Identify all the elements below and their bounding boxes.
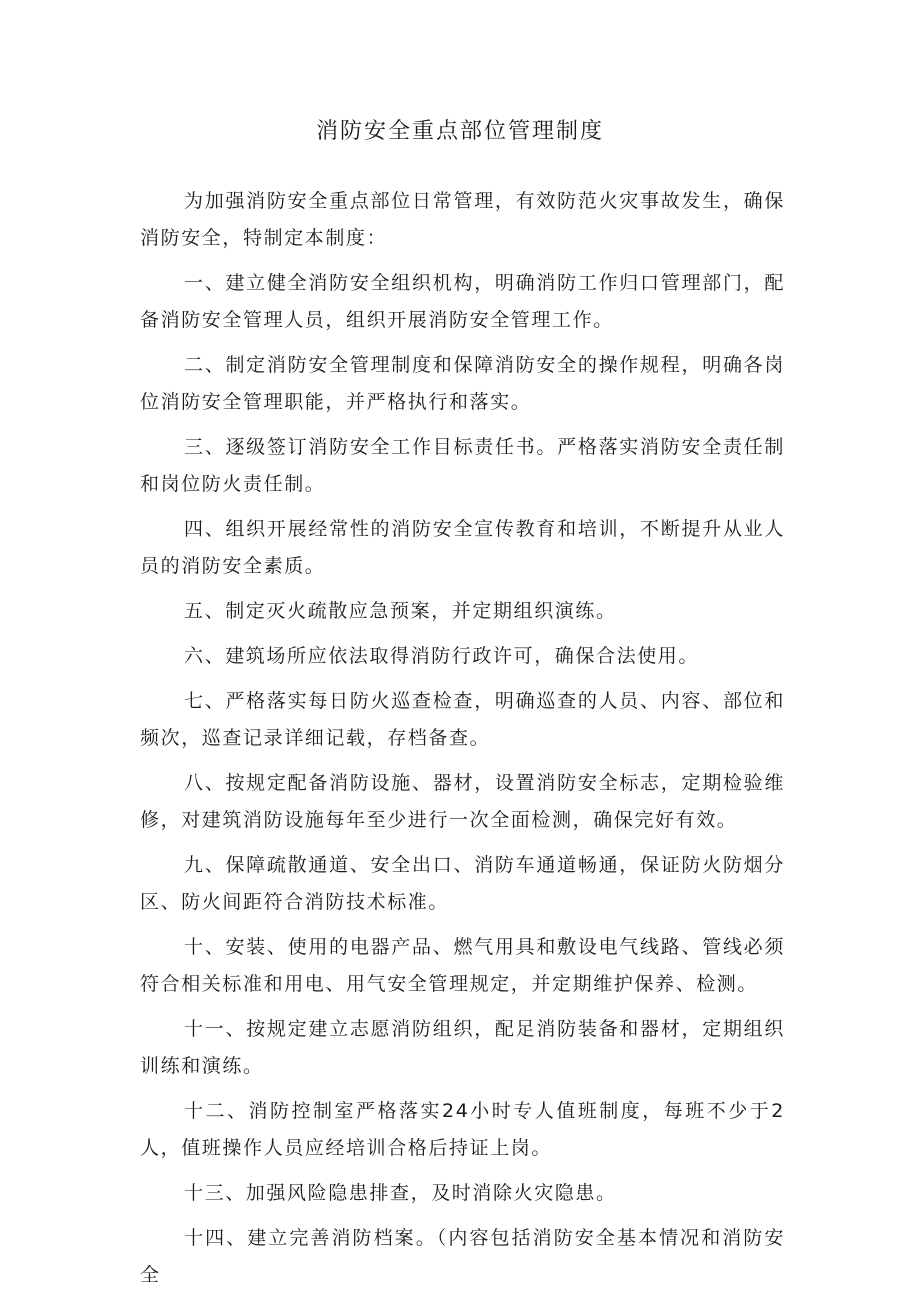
paragraph-item-7: 七、严格落实每日防火巡查检查，明确巡查的人员、内容、部位和频次，巡查记录详细记载，存档备查。 xyxy=(140,690,785,749)
paragraph-item-6: 六、建筑场所应依法取得消防行政许可，确保合法使用。 xyxy=(184,645,700,667)
paragraph-item-9: 九、保障疏散通道、安全出口、消防车通道畅通，保证防火防烟分区、防火间距符合消防技术标准。 xyxy=(140,854,785,913)
paragraph-intro: 为加强消防安全重点部位日常管理，有效防范火灾事故发生，确保消防安全，特制定本制度： xyxy=(140,190,785,249)
paragraph-item-5: 五、制定灭火疏散应急预案，并定期组织演练。 xyxy=(184,600,617,622)
paragraph-item-13: 十三、加强风险隐患排查，及时消除火灾隐患。 xyxy=(184,1182,617,1204)
paragraph-item-2: 二、制定消防安全管理制度和保障消防安全的操作规程，明确各岗位消防安全管理职能，并严格执行和落实。 xyxy=(140,354,785,413)
paragraph-item-10: 十、安装、使用的电器产品、燃气用具和敷设电气线路、管线必须符合相关标准和用电、用气安全管理规定，并定期维护保养、检测。 xyxy=(140,936,785,995)
paragraph-item-11: 十一、按规定建立志愿消防组织，配足消防装备和器材，定期组织训练和演练。 xyxy=(140,1018,785,1077)
paragraph-item-8: 八、按规定配备消防设施、器材，设置消防安全标志，定期检验维修，对建筑消防设施每年至少进行一次全面检测，确保完好有效。 xyxy=(140,772,785,831)
document-title: 消防安全重点部位管理制度 xyxy=(315,119,604,144)
document-body xyxy=(140,183,785,1302)
paragraph-item-4: 四、组织开展经常性的消防安全宣传教育和培训，不断提升从业人员的消防安全素质。 xyxy=(140,518,785,577)
paragraph-item-12: 十二、消防控制室严格落实24小时专人值班制度，每班不少于2人，值班操作人员应经培训合格后持证上岗。 xyxy=(140,1100,785,1159)
paragraph-item-1: 一、建立健全消防安全组织机构，明确消防工作归口管理部门，配备消防安全管理人员，组织开展消防安全管理工作。 xyxy=(140,272,785,331)
paragraph-item-14: 十四、建立完善消防档案。（内容包括消防安全基本情况和消防安全 xyxy=(140,1227,785,1286)
paragraph-item-3: 三、逐级签订消防安全工作目标责任书。严格落实消防安全责任制和岗位防火责任制。 xyxy=(140,436,785,495)
